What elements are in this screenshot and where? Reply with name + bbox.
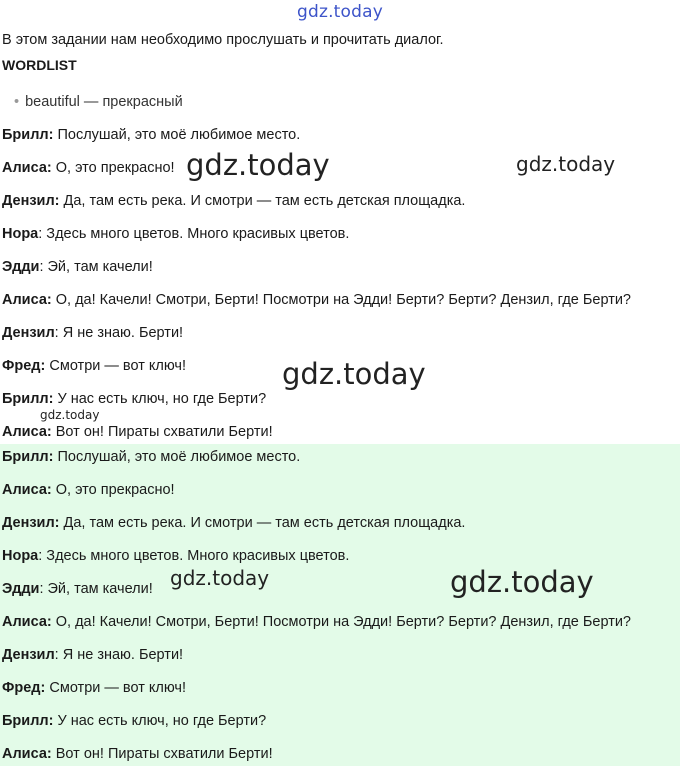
speaker: Алиса: [2,292,52,308]
line-text: У нас есть ключ, но где Берти? [53,713,267,729]
speaker: Эдди [2,581,40,597]
task-intro: В этом задании нам необходимо прослушать и прочитать диалог. [2,32,444,48]
dialog1-line [2,292,631,308]
watermark: gdz.today [516,152,616,176]
speaker: Алиса: [2,482,52,498]
line-text: О, да! Качели! Смотри, Берти! Посмотри на Эдди! Берти? Берти? Дензил, где Берти? [51,292,631,308]
line-text: : Здесь много цветов. Много красивых цветов. [38,226,350,242]
speaker: Нора [2,548,39,564]
dialog2-line [2,548,349,564]
speaker: Дензил [2,647,55,663]
dialog1-line [2,259,153,275]
dialog1-line [2,325,183,341]
watermark: gdz.today [450,565,594,599]
watermark: gdz.today [40,408,100,422]
dialog2-line [2,713,266,729]
dialog1-line [2,424,273,440]
dialog1-line [2,127,300,143]
speaker: Дензил: [2,193,60,209]
watermark: gdz.today [282,357,426,391]
speaker: Фред: [2,680,46,696]
dialog1-line [2,391,266,407]
line-text: Смотри — вот ключ! [45,680,186,696]
speaker: Алиса: [2,614,52,630]
bullet-icon: • [14,94,20,110]
dialog2-line [2,614,631,630]
site-logo[interactable]: gdz.today [296,2,384,22]
line-text: Смотри — вот ключ! [45,358,186,374]
dialog2-line [2,647,183,663]
speaker: Нора [2,226,39,242]
speaker: Алиса: [2,746,52,762]
line-text: О, да! Качели! Смотри, Берти! Посмотри на Эдди! Берти? Берти? Дензил, где Берти? [51,614,631,630]
dialog2-line [2,680,186,696]
speaker: Дензил [2,325,55,341]
speaker: Брилл: [2,713,54,729]
speaker: Алиса: [2,160,52,176]
line-text: : Эй, там качели! [39,259,153,275]
dialog2-line [2,581,153,597]
line-text: Послушай, это моё любимое место. [53,449,301,465]
line-text: О, это прекрасно! [51,160,175,176]
dialog2-line [2,449,300,465]
line-text: О, это прекрасно! [51,482,175,498]
wordlist-item-text: beautiful — прекрасный [25,94,183,110]
line-text: Вот он! Пираты схватили Берти! [51,746,273,762]
watermark: gdz.today [170,566,270,590]
line-text: Да, там есть река. И смотри — там есть детская площадка. [59,193,466,209]
dialog1-line [2,226,349,242]
line-text: : Эй, там качели! [39,581,153,597]
line-text: Вот он! Пираты схватили Берти! [51,424,273,440]
dialog2-line [2,515,465,531]
speaker: Брилл: [2,449,54,465]
line-text: Послушай, это моё любимое место. [53,127,301,143]
speaker: Алиса: [2,424,52,440]
dialog1-line [2,358,186,374]
dialog2-line [2,746,273,762]
line-text: Да, там есть река. И смотри — там есть детская площадка. [59,515,466,531]
speaker: Брилл: [2,391,54,407]
dialog2-line [2,482,175,498]
wordlist-item [14,94,183,110]
dialog1-line [2,160,175,176]
watermark: gdz.today [186,148,330,182]
line-text: У нас есть ключ, но где Берти? [53,391,267,407]
line-text: : Я не знаю. Берти! [54,325,184,341]
speaker: Дензил: [2,515,60,531]
line-text: : Я не знаю. Берти! [54,647,184,663]
speaker: Брилл: [2,127,54,143]
line-text: : Здесь много цветов. Много красивых цветов. [38,548,350,564]
dialog1-line [2,193,465,209]
speaker: Фред: [2,358,46,374]
wordlist-title: WORDLIST [2,57,77,73]
speaker: Эдди [2,259,40,275]
